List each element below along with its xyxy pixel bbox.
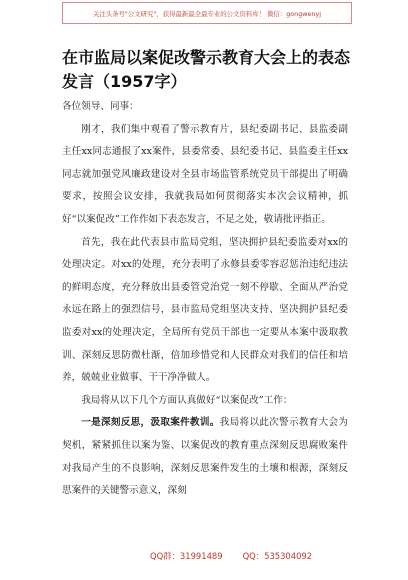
document-body xyxy=(62,96,348,503)
footer-contact xyxy=(150,550,390,562)
paragraph: 我局将从以下几个方面认真做好“以案促改”工作： xyxy=(81,394,293,406)
section-heading: 一是深刻反思，汲取案件教训。 xyxy=(81,417,220,429)
paragraph: 刚才，我们集中观看了警示教育片，县纪委副书记、县监委副主任xx同志通报了xx案件，县委常委、县纪委书记、县监委主任xx同志就加强党风廉政建设对全县市场监管系统党员干部提出了明确要求，按照会议安排，我就我局如何贯彻落实本次会议精神，抓好“以案促改”工作作如下表态发言，不足之处，敬请批评指正。 xyxy=(62,123,348,225)
section-body: 我局将以此次警示教育大会为契机，紧紧抓住以案为鉴、以案促改的教育重点深刻反思腐败案件对我局产生的不良影响，深刻反思案件发生的土壤和根源，深刻反思案件的关键警示意义，深刻 xyxy=(62,417,349,497)
footer-qq-group: QQ群：31991489 xyxy=(150,551,223,561)
section-paragraph xyxy=(62,412,348,502)
document-title: 在市监局以案促改警示教育大会上的表态发言（1957字） xyxy=(62,48,351,91)
header-banner xyxy=(62,2,352,24)
paragraph: 首先，我在此代表县市监局党组，坚决拥护县纪委监委对xx的处理决定。对xx的处理，充分表明了永修县委零容忍惩治违纪违法的鲜明态度，充分释放出县委管党治党一刻不停歇、全面从严治党永远在路上的强烈信号，县市监局党组坚决支持、坚决拥护县纪委监委对xx的处理决定，全局所有党员干部也一定要从本案中汲取教训、深刻反思防微杜渐，倍加珍惜党和人民群众对我们的信任和培养，兢兢业业做事、干干净净做人。 xyxy=(62,236,348,384)
banner-text: 关注头条号"公文研究"，获得最新最全最专业的公文资料库！ 微信：gongwenyj xyxy=(92,9,322,18)
footer-qq: QQ：535304092 xyxy=(242,551,313,561)
salutation: 各位领导、同事： xyxy=(62,101,139,112)
